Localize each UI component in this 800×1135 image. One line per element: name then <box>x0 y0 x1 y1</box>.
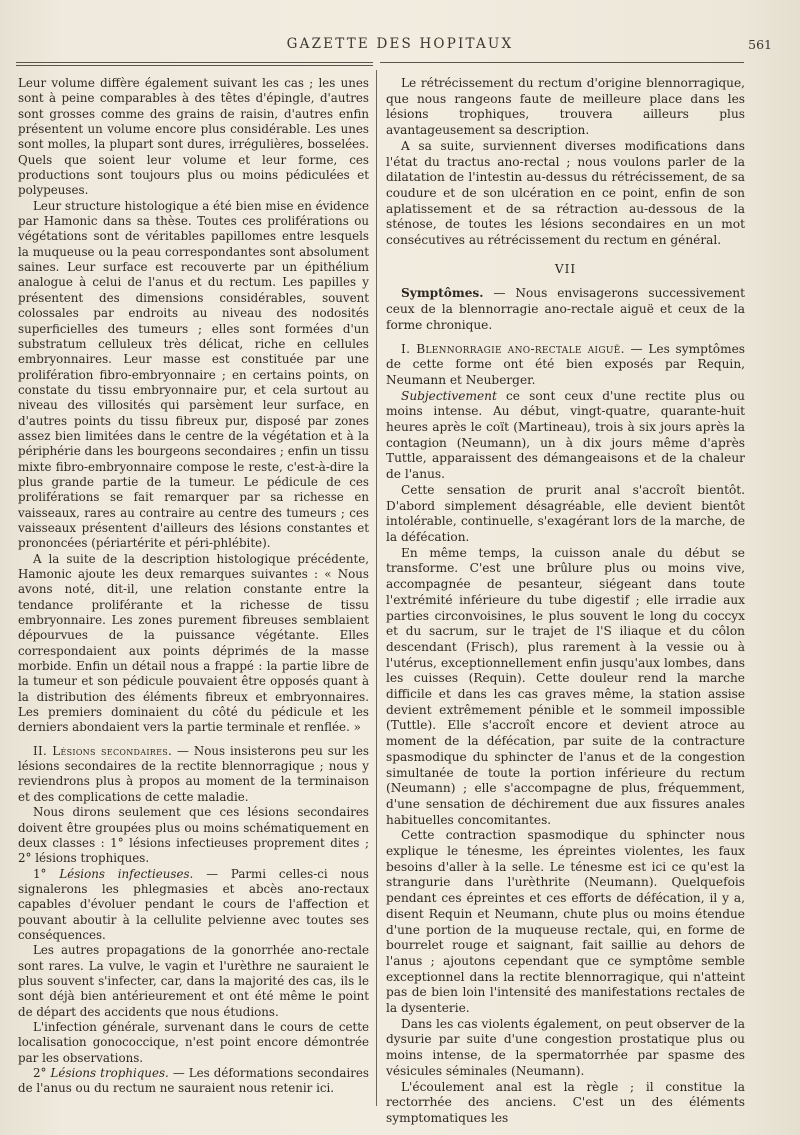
section-lead: I. Blennorragie ano-rectale aiguë. <box>401 341 625 356</box>
header-rule-left <box>16 62 373 63</box>
paragraph: L'écoulement anal est la règle ; il constitue la rectorrhée des anciens. C'est un des éléments symptomatiques les <box>386 1079 745 1125</box>
paragraph: Cette contraction spasmodique du sphincter nous explique le ténesme, les épreintes violentes, les faux besoins d'aller à la selle. Le ténesme est ici ce qu'est la strangurie dans l'urèthrite (Neumann). Quelquefois pendant ces épreintes et ces efforts de défécation, il y a, disent Requin et Neumann, chute plus ou moins étendue d'une portion de la muqueuse rectale, qui, en forme de bourrelet rouge et saignant, fait saillie au dehors de l'anus ; ajoutons cependant que ce symptôme semble exceptionnel dans la rectite blennorragique, qui n'atteint pas de bien loin l'intensité des manifestations rectales de la dysenterie. <box>386 828 745 1016</box>
list-number: 2° <box>33 1066 51 1080</box>
paragraph: Leur volume diffère également suivant les cas ; les unes sont à peine comparables à des têtes d'épingle, d'autres sont grosses comme des grains de raisin, d'autres enfin présentent un volume encore plus considérable. Les unes sont molles, la plupart sont dures, irrégulières, bosselées. Quels que soient leur volume et leur forme, ces productions sont toujours plus ou moins pédiculées et polypeuses. <box>18 76 369 198</box>
header-rule-right <box>380 62 744 63</box>
paragraph: Cette sensation de prurit anal s'accroît bientôt. D'abord simplement désagréable, elle devient bientôt intolérable, continuelle, s'exagérant lors de la marche, de la défécation. <box>386 482 745 544</box>
paragraph-text: ce sont ceux d'une rectite plus ou moins intense. Au début, vingt-quatre, quarante-huit heures après le coït (Martineau), trois à six jours après la contagion (Neumann), un à dix jours même d'après Tuttle, apparaissent des démangeaisons et de la chaleur de l'anus. <box>386 388 745 482</box>
paragraph-symptoms <box>386 286 745 333</box>
paragraph: Dans les cas violents également, on peut observer de la dysurie par suite d'une congestion prostatique plus ou moins intense, de la spermatorrhée par spasme des vésicules séminales (Neumann). <box>386 1016 745 1078</box>
page-number: 561 <box>748 37 772 52</box>
header-rule-left-double <box>16 65 373 66</box>
subsection-title: Lésions infectieuses. <box>59 866 194 881</box>
subsection-title: Lésions trophiques. <box>50 1066 169 1080</box>
paragraph-trophic <box>18 1066 369 1097</box>
column-divider <box>376 70 377 1106</box>
paragraph-text: — Les déformations secondaires de l'anus ou du rectum ne sauraient nous retenir ici. <box>18 1066 369 1096</box>
paragraph: A la suite de la description histologique précédente, Hamonic ajoute les deux remarques suivantes : « Nous avons noté, dit-il, une relation constante entre la tendance proliférante et la richesse de tissu embryonnaire. Les zones purement fibreuses semblaient dépourvues de la puissance végétante. Elles correspondaient aux points déprimés de la masse morbide. Enfin un détail nous a frappé : la partie libre de la tumeur et son pédicule pouvaient être opposés quant à la distribution des éléments fibreux et embryonnaires. Les premiers dominaient du côté du pédicule et les derniers abondaient vers la partie terminale et renflée. » <box>18 551 369 735</box>
section-number: VII <box>554 261 577 276</box>
paragraph-acute <box>386 342 745 389</box>
left-column <box>18 76 369 1097</box>
section-title: Symptômes. <box>401 286 484 301</box>
paragraph-infectious <box>18 867 369 944</box>
paragraph: L'infection générale, survenant dans le cours de cette localisation gonococcique, n'est point encore démontrée par les observations. <box>18 1019 369 1065</box>
paragraph-text: — Nous envisagerons successivement ceux de la blennorragie ano-rectale aiguë et ceux de la forme chronique. <box>386 286 745 332</box>
paragraph: En même temps, la cuisson anale du début se transforme. C'est une brûlure plus ou moins vive, accompagnée de pesanteur, siégeant dans toute l'extrémité inférieure du tube digestif ; elle irradie aux parties circonvoisines, le plus souvent le long du coccyx et du sacrum, sur le trajet de l'S iliaque et du côlon descendant (Frisch), plus rarement à la vessie ou à l'utérus, exceptionnellement enfin jusqu'aux lombes, dans les cuisses (Requin). Cette douleur rend la marche difficile et dans les cas graves même, la station assise devient extrêmement pénible et le sommeil impossible (Tuttle). Elle s'accroît encore et devient atroce au moment de la défécation, par suite de la contracture spasmodique du sphincter de l'anus et de la congestion simultanée de toute la portion inférieure du rectum (Neumann) ; elle s'accompagne de plus, fréquemment, d'une sensation de déchirement due aux fissures anales habituelles concomitantes. <box>386 545 745 827</box>
section-lead: II. Lésions secondaires. <box>33 743 173 758</box>
paragraph: Le rétrécissement du rectum d'origine blennorragique, que nous rangeons faute de meilleure place dans les lésions trophiques, trouvera ailleurs plus avantageusement sa description. <box>386 76 745 138</box>
paragraph-text: — Nous insisterons peu sur les lésions secondaires de la rectite blennorragique ; nous y reviendrons plus à propos au moment de la terminaison et des complications de cette maladie. <box>18 743 369 804</box>
page-header <box>0 36 800 56</box>
paragraph: Nous dirons seulement que ces lésions secondaires doivent être groupées plus ou moins schématiquement en deux classes : 1° lésions infectieuses proprement dites ; 2° lésions trophiques. <box>18 805 369 866</box>
paragraph: A sa suite, surviennent diverses modifications dans l'état du tractus ano-rectal ; nous voulons parler de la dilatation de l'intestin au-dessus du rétrécissement, de sa coudure et de son ulcération en ce point, enfin de son aplatissement et de sa rétraction au-dessous de la sténose, de toutes les lésions secondaires en un mot consécutives au rétrécissement du rectum en général. <box>386 138 745 248</box>
emphasis: Subjectivement <box>401 388 497 403</box>
paragraph-subjective <box>386 389 745 483</box>
paragraph: Les autres propagations de la gonorrhée ano-rectale sont rares. La vulve, le vagin et l'urèthre ne sauraient le plus souvent s'infecter, car, dans la majorité des cas, ils le sont déjà bien antérieurement et ont été même le point de départ des accidents que nous étudions. <box>18 943 369 1019</box>
right-column <box>386 76 745 1127</box>
paragraph-text: — Les symptômes de cette forme ont été bien exposés par Requin, Neumann et Neuberger. <box>386 341 745 387</box>
list-number: 1° <box>33 866 60 881</box>
paragraph: Leur structure histologique a été bien mise en évidence par Hamonic dans sa thèse. Toutes ces proliférations ou végétations sont de véritables papillomes entre lesquels la muqueuse ou la peau correspondantes sont absolument saines. Leur surface est recouverte par un épithélium analogue à celui de l'anus et du rectum. Les papilles y présentent des dimensions considérables, souvent colossales par endroits au niveau des nodosités superficielles des tumeurs ; elles sont formées d'un substratum celluleux très délicat, riche en cellules embryonnaires. Leur masse est constituée par une prolifération fibro-embryonnaire ; en certains points, on constate du tissu embryonnaire pur, et cela surtout au niveau des villosités qui parsèment leur surface, en d'autres points du tissu fibreux pur, disposé par zones assez bien limitées dans le centre de la végétation et à la périphérie dans les bourgeons secondaires ; enfin un tissu mixte fibro-embryonnaire compose le reste, c'est-à-dire la plus grande partie de la tumeur. Le pédicule de ces proliférations se fait remarquer par sa richesse en vaisseaux, rares au contraire au centre des tumeurs ; ces vaisseaux présentent d'ailleurs des lésions constantes et prononcées (périartérite et péri-phlébite). <box>18 198 369 551</box>
journal-title: GAZETTE DES HOPITAUX <box>286 36 514 52</box>
paragraph-secondary-lesions <box>18 744 369 805</box>
paragraph-text: — Parmi celles-ci nous signalerons les phlegmasies et abcès ano-rectaux capables d'évoluer pendant le cours de l'affection et pouvant aboutir à la cellulite pelvienne avec toutes ses conséquences. <box>18 866 369 942</box>
